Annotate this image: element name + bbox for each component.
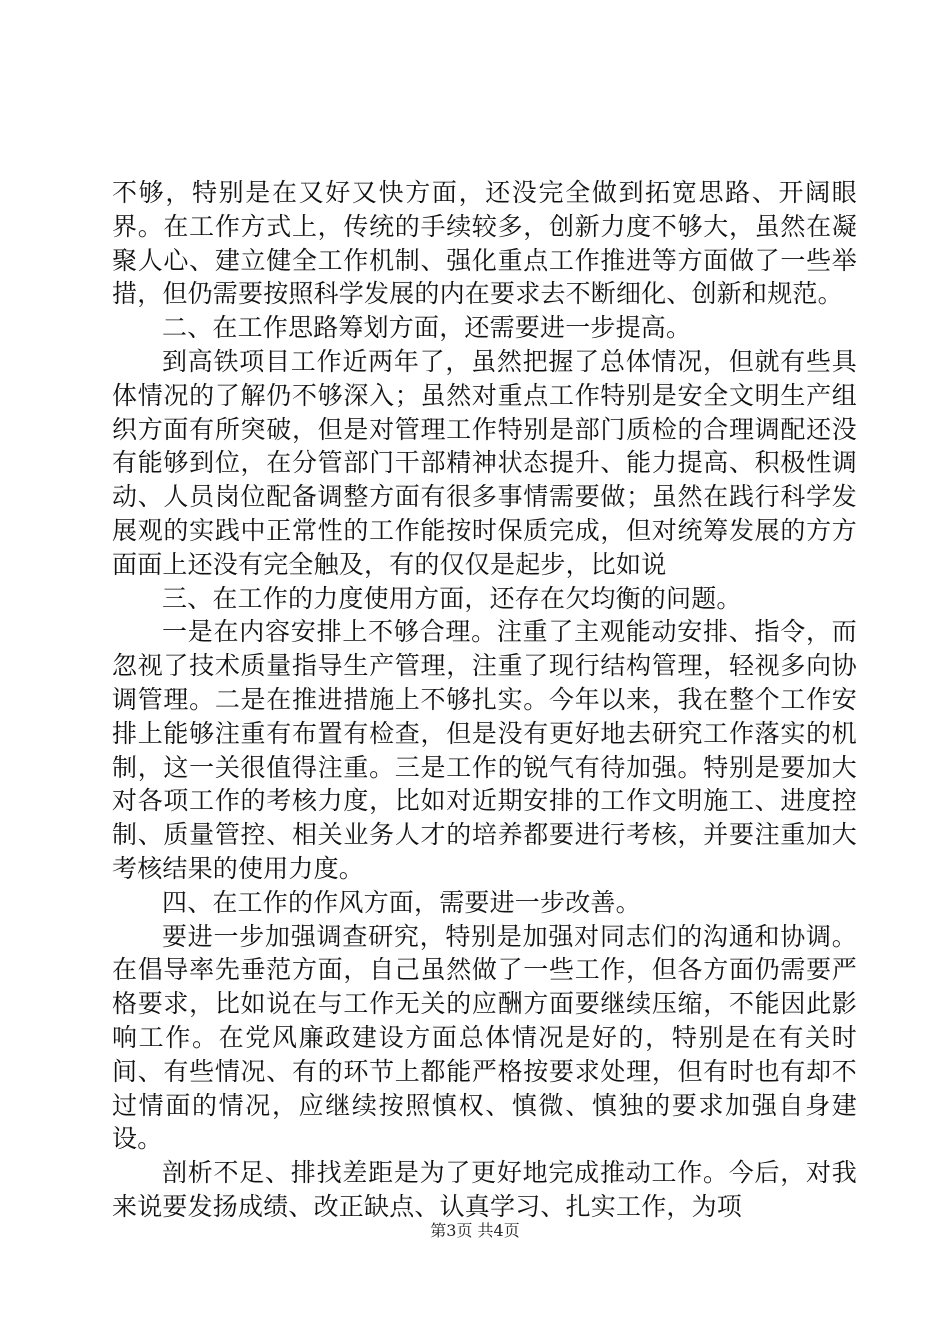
paragraph: 到高铁项目工作近两年了，虽然把握了总体情况，但就有些具体情况的了解仍不够深入；虽然对重点工作特别是安全文明生产组织方面有所突破，但是对管理工作特别是部门质检的合理调配还没有能够到位，在分管部门干部精神状态提升、能力提高、积极性调动、人员岗位配备调整方面有很多事情需要做；虽然在践行科学发展观的实践中正常性的工作能按时保质完成，但对统筹发展的方方面面上还没有完全触及，有的仅仅是起步，比如说 <box>112 346 857 579</box>
body-text <box>112 176 857 1224</box>
paragraph: 剖析不足、排找差距是为了更好地完成推动工作。今后，对我来说要发扬成绩、改正缺点、认真学习、扎实工作，为项 <box>112 1158 857 1221</box>
section-heading-4: 四、在工作的作风方面，需要进一步改善。 <box>162 887 641 917</box>
paragraph-continuation: 不够，特别是在又好又快方面，还没完全做到拓宽思路、开阔眼界。在工作方式上，传统的手续较多，创新力度不够大，虽然在凝聚人心、建立健全工作机制、强化重点工作推进等方面做了一些举措，但仍需要按照科学发展的内在要求去不断细化、创新和规范。 <box>112 178 857 309</box>
section-heading-3: 三、在工作的力度使用方面，还存在欠均衡的问题。 <box>162 583 742 613</box>
page-number-footer: 第3页 共4页 <box>430 1221 520 1240</box>
section-heading-2: 二、在工作思路筹划方面，还需要进一步提高。 <box>162 313 692 343</box>
paragraph: 要进一步加强调查研究，特别是加强对同志们的沟通和协调。在倡导率先垂范方面，自己虽然做了一些工作，但各方面仍需要严格要求，比如说在与工作无关的应酬方面要继续压缩，不能因此影响工作。在党风廉政建设方面总体情况是好的，特别是在有关时间、有些情况、有的环节上都能严格按要求处理，但有时也有却不过情面的情况，应继续按照慎权、慎微、慎独的要求加强自身建设。 <box>112 921 857 1154</box>
paragraph: 一是在内容安排上不够合理。注重了主观能动安排、指令，而忽视了技术质量指导生产管理，注重了现行结构管理，轻视多向协调管理。二是在推进措施上不够扎实。今年以来，我在整个工作安排上能够注重有布置有检查，但是没有更好地去研究工作落实的机制，这一关很值得注重。三是工作的锐气有待加强。特别是要加大对各项工作的考核力度，比如对近期安排的工作文明施工、进度控制、质量管控、相关业务人才的培养都要进行考核，并要注重加大考核结果的使用力度。 <box>112 617 857 883</box>
